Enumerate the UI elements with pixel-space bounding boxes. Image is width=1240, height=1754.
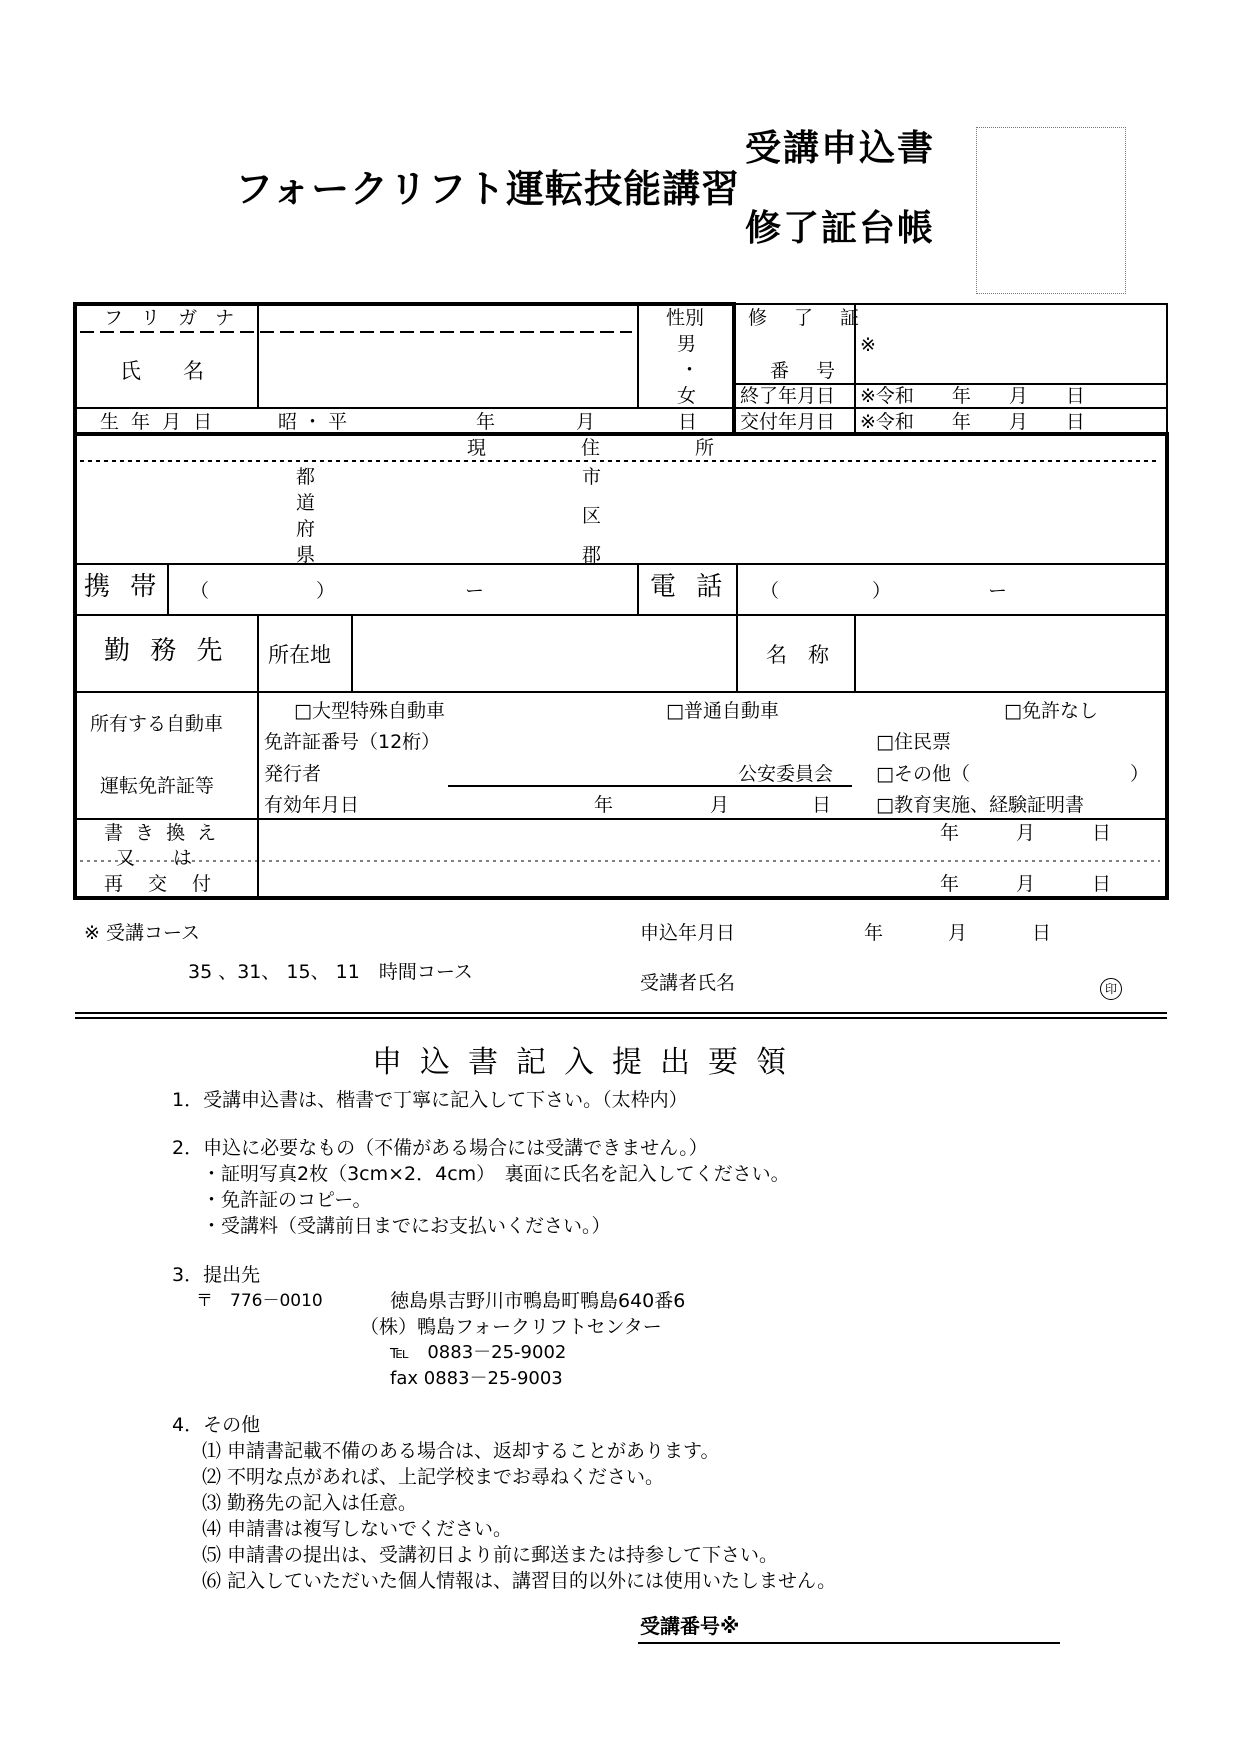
instruction-2b: ・免許証のコピー。 [202, 1189, 372, 1211]
city-char-3: 郡 [582, 544, 602, 566]
form-title: フォークリフト運転技能講習 [235, 167, 741, 211]
mobile-input[interactable] [172, 568, 634, 612]
pref-char-4: 県 [296, 544, 316, 566]
renew-label-3: 再 交 付 [104, 873, 215, 895]
mobile-paren-close: ） [316, 580, 336, 602]
opt-resident[interactable]: □住民票 [876, 731, 951, 753]
opt-large-special[interactable]: □大型特殊自動車 [294, 700, 445, 722]
submit-tel: ℡ 0883－25-9002 [390, 1342, 567, 1363]
cert-label: 修 了 証 [748, 307, 864, 329]
opt-other-close: ） [1130, 763, 1150, 785]
course-options[interactable]: 35 、31、 15、 11 時間コース [188, 961, 473, 983]
receipt-number-label: 受講番号※ [640, 1614, 740, 1638]
issue-value: ※令和 年 月 日 [860, 411, 1085, 433]
instruction-2a: ・証明写真2枚（3cm×2．4cm） 裏面に氏名を記入してください。 [202, 1163, 790, 1185]
renew-label-2: 又 は [116, 847, 193, 869]
pref-char-3: 府 [296, 518, 316, 540]
address-label: 現 住 所 [467, 437, 715, 459]
note-6: ⑹ 記入していただいた個人情報は、講習目的以外には使用いたしません。 [202, 1570, 837, 1592]
birth-month: 月 [576, 411, 596, 433]
furigana-label: フ リ ガ ナ [104, 307, 241, 329]
applicant-label: 受講者氏名 [640, 972, 736, 994]
renew-label-1: 書 き 換 え [104, 822, 220, 844]
gender-female[interactable]: 女 [677, 385, 697, 407]
work-location-label: 所在地 [268, 643, 331, 667]
valid-year: 年 [594, 794, 614, 816]
instruction-2c: ・受講料（受講前日までにお支払いください。） [202, 1215, 611, 1237]
phone-dash: ー [988, 580, 1008, 602]
opt-no-license[interactable]: □免許なし [1004, 700, 1098, 722]
valid-month: 月 [710, 794, 730, 816]
valid-day: 日 [812, 794, 832, 816]
course-label: ※ 受講コース [84, 922, 201, 944]
pref-char-2: 道 [296, 492, 316, 514]
phone-paren-close: ） [872, 580, 892, 602]
seal-mark: 印 [1100, 978, 1122, 1000]
apply-date-label: 申込年月日 [640, 922, 736, 944]
postal-code: 〒 776－0010 [196, 1291, 323, 1311]
phone-paren-open: （ [760, 580, 780, 602]
submit-company: （株）鴨島フォークリフトセンター [360, 1316, 662, 1338]
cert-number-label: 番 号 [770, 360, 840, 382]
work-location-input[interactable] [356, 619, 732, 689]
gender-male[interactable]: 男 [677, 333, 697, 355]
work-label: 勤 務 先 [104, 636, 229, 666]
note-1: ⑴ 申請書記載不備のある場合は、返却することがあります。 [202, 1440, 720, 1462]
apply-year: 年 [864, 922, 884, 944]
note-2: ⑵ 不明な点があれば、上記学校までお尋ねください。 [202, 1466, 665, 1488]
issuer-label: 発行者 [264, 763, 322, 785]
apply-month: 月 [948, 922, 968, 944]
issue-label: 交付年月日 [740, 411, 836, 433]
opt-other[interactable]: □その他（ [876, 763, 970, 785]
city-char-2: 区 [582, 505, 602, 527]
cert-mark: ※ [860, 334, 876, 356]
work-name-label: 名 称 [766, 643, 829, 667]
submit-fax: fax 0883－25-9003 [390, 1368, 563, 1389]
instruction-1: 1．受講申込書は、楷書で丁寧に記入して下さい。（太枠内） [172, 1089, 688, 1111]
birth-year: 年 [476, 411, 496, 433]
vehicle-label: 所有する自動車 [90, 713, 224, 735]
license-label: 運転免許証等 [100, 775, 215, 797]
opt-normal[interactable]: □普通自動車 [666, 700, 779, 722]
application-title: 受講申込書 [745, 128, 936, 169]
renew-date-1: 年 月 日 [940, 822, 1112, 844]
phone-label: 電 話 [650, 572, 729, 602]
renew-date-2: 年 月 日 [940, 873, 1112, 895]
mobile-label: 携 帯 [84, 572, 163, 602]
address-input[interactable] [80, 464, 1164, 562]
name-label: 氏 名 [120, 359, 204, 383]
receipt-number-underline [638, 1642, 1060, 1644]
divider-top [75, 1012, 1167, 1014]
valid-date-label: 有効年月日 [264, 794, 360, 816]
birth-era[interactable]: 昭 ・ 平 [278, 411, 348, 433]
gender-dot: ・ [680, 359, 700, 381]
ledger-title: 修了証台帳 [745, 208, 936, 249]
submit-address: 徳島県吉野川市鴨島町鴨島640番6 [390, 1290, 686, 1312]
mobile-dash: ー [465, 580, 485, 602]
phone-input[interactable] [742, 568, 1162, 612]
expiry-label: 終了年月日 [740, 385, 836, 407]
note-4: ⑷ 申請書は複写しないでください。 [202, 1518, 513, 1540]
city-char-1: 市 [582, 466, 602, 488]
license-number-label: 免許証番号（12桁） [264, 731, 441, 753]
gender-label: 性別 [666, 307, 705, 329]
note-5: ⑸ 申請書の提出は、受講初日より前に郵送または持参して下さい。 [202, 1544, 779, 1566]
note-3: ⑶ 勤務先の記入は任意。 [202, 1492, 418, 1514]
instructions-title: 申込書記入提出要領 [372, 1045, 804, 1080]
expiry-value: ※令和 年 月 日 [860, 385, 1085, 407]
divider-bottom [75, 1017, 1167, 1019]
public-safety-label: 公安委員会 [738, 763, 834, 785]
birth-day: 日 [678, 411, 698, 433]
opt-education[interactable]: □教育実施、経験証明書 [876, 794, 1084, 816]
instruction-4: 4．その他 [172, 1414, 261, 1436]
pref-char-1: 都 [296, 466, 316, 488]
work-name-input[interactable] [859, 619, 1163, 689]
instruction-3: 3．提出先 [172, 1264, 261, 1286]
birth-label: 生 年 月 日 [100, 411, 216, 433]
furigana-input[interactable] [262, 306, 634, 330]
instruction-2: 2．申込に必要なもの（不備がある場合には受講できません。） [172, 1137, 708, 1159]
name-input[interactable] [262, 338, 634, 406]
mobile-paren-open: （ [190, 580, 210, 602]
apply-day: 日 [1032, 922, 1052, 944]
